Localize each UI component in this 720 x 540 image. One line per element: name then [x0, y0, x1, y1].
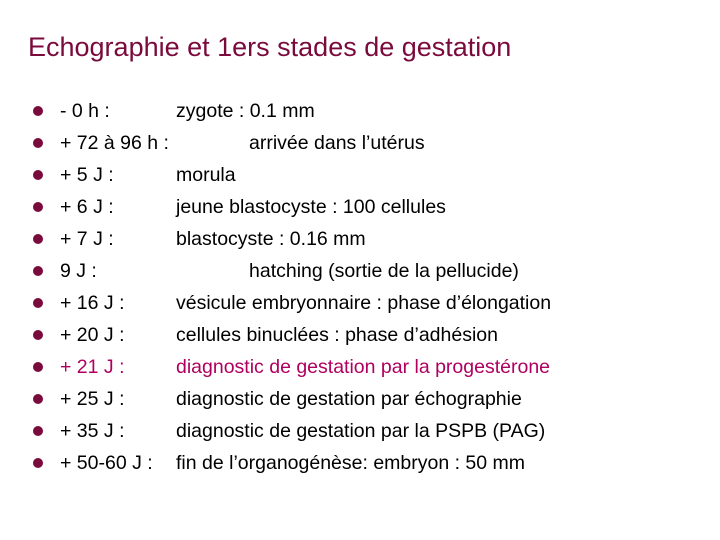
item-description: blastocyste : 0.16 mm: [176, 228, 366, 250]
bullet-icon: [33, 170, 43, 180]
item-time: + 20 J :: [60, 324, 125, 346]
item-time: + 25 J :: [60, 388, 125, 410]
slide-title: Echographie et 1ers stades de gestation: [28, 32, 512, 62]
list-item: [0, 383, 720, 415]
bullet-icon: [33, 234, 43, 244]
item-description: diagnostic de gestation par la progestérone: [176, 356, 551, 378]
bullet-icon: [33, 394, 43, 404]
list-item: [0, 415, 720, 447]
bullet-icon: [33, 362, 43, 372]
list-item: [0, 319, 720, 351]
item-description: morula: [176, 164, 236, 186]
bullet-icon: [33, 266, 43, 276]
bullet-icon: [33, 106, 43, 116]
item-description: hatching (sortie de la pellucide): [249, 260, 519, 282]
item-time: + 6 J :: [60, 196, 114, 218]
item-time: 9 J :: [60, 260, 97, 282]
bullet-icon: [33, 202, 43, 212]
list-item: [0, 287, 720, 319]
item-time: + 21 J :: [60, 356, 125, 378]
item-description: jeune blastocyste : 100 cellules: [176, 196, 446, 218]
bullet-icon: [33, 138, 43, 148]
list-item: [0, 223, 720, 255]
list-item: [0, 351, 720, 383]
list-item: [0, 127, 720, 159]
item-description: arrivée dans l’utérus: [249, 132, 425, 154]
bullet-icon: [33, 330, 43, 340]
item-time: + 72 à 96 h :: [60, 132, 169, 154]
item-description: fin de l’organogénèse: embryon : 50 mm: [176, 452, 526, 474]
item-time: - 0 h :: [60, 100, 110, 122]
item-time: + 5 J :: [60, 164, 114, 186]
item-time: + 35 J :: [60, 420, 125, 442]
item-time: + 16 J :: [60, 292, 125, 314]
list-item: [0, 191, 720, 223]
list-item: [0, 447, 720, 479]
item-description: zygote : 0.1 mm: [176, 100, 315, 122]
item-time: + 50-60 J :: [60, 452, 153, 474]
bullet-icon: [33, 426, 43, 436]
list-item: [0, 159, 720, 191]
item-description: diagnostic de gestation par échographie: [176, 388, 522, 410]
bullet-icon: [33, 298, 43, 308]
list-item: [0, 95, 720, 127]
item-description: vésicule embryonnaire : phase d’élongation: [176, 292, 552, 314]
item-time: + 7 J :: [60, 228, 114, 250]
item-description: cellules binuclées : phase d’adhésion: [176, 324, 498, 346]
item-description: diagnostic de gestation par la PSPB (PAG): [176, 420, 546, 442]
bullet-icon: [33, 458, 43, 468]
list-item: [0, 255, 720, 287]
